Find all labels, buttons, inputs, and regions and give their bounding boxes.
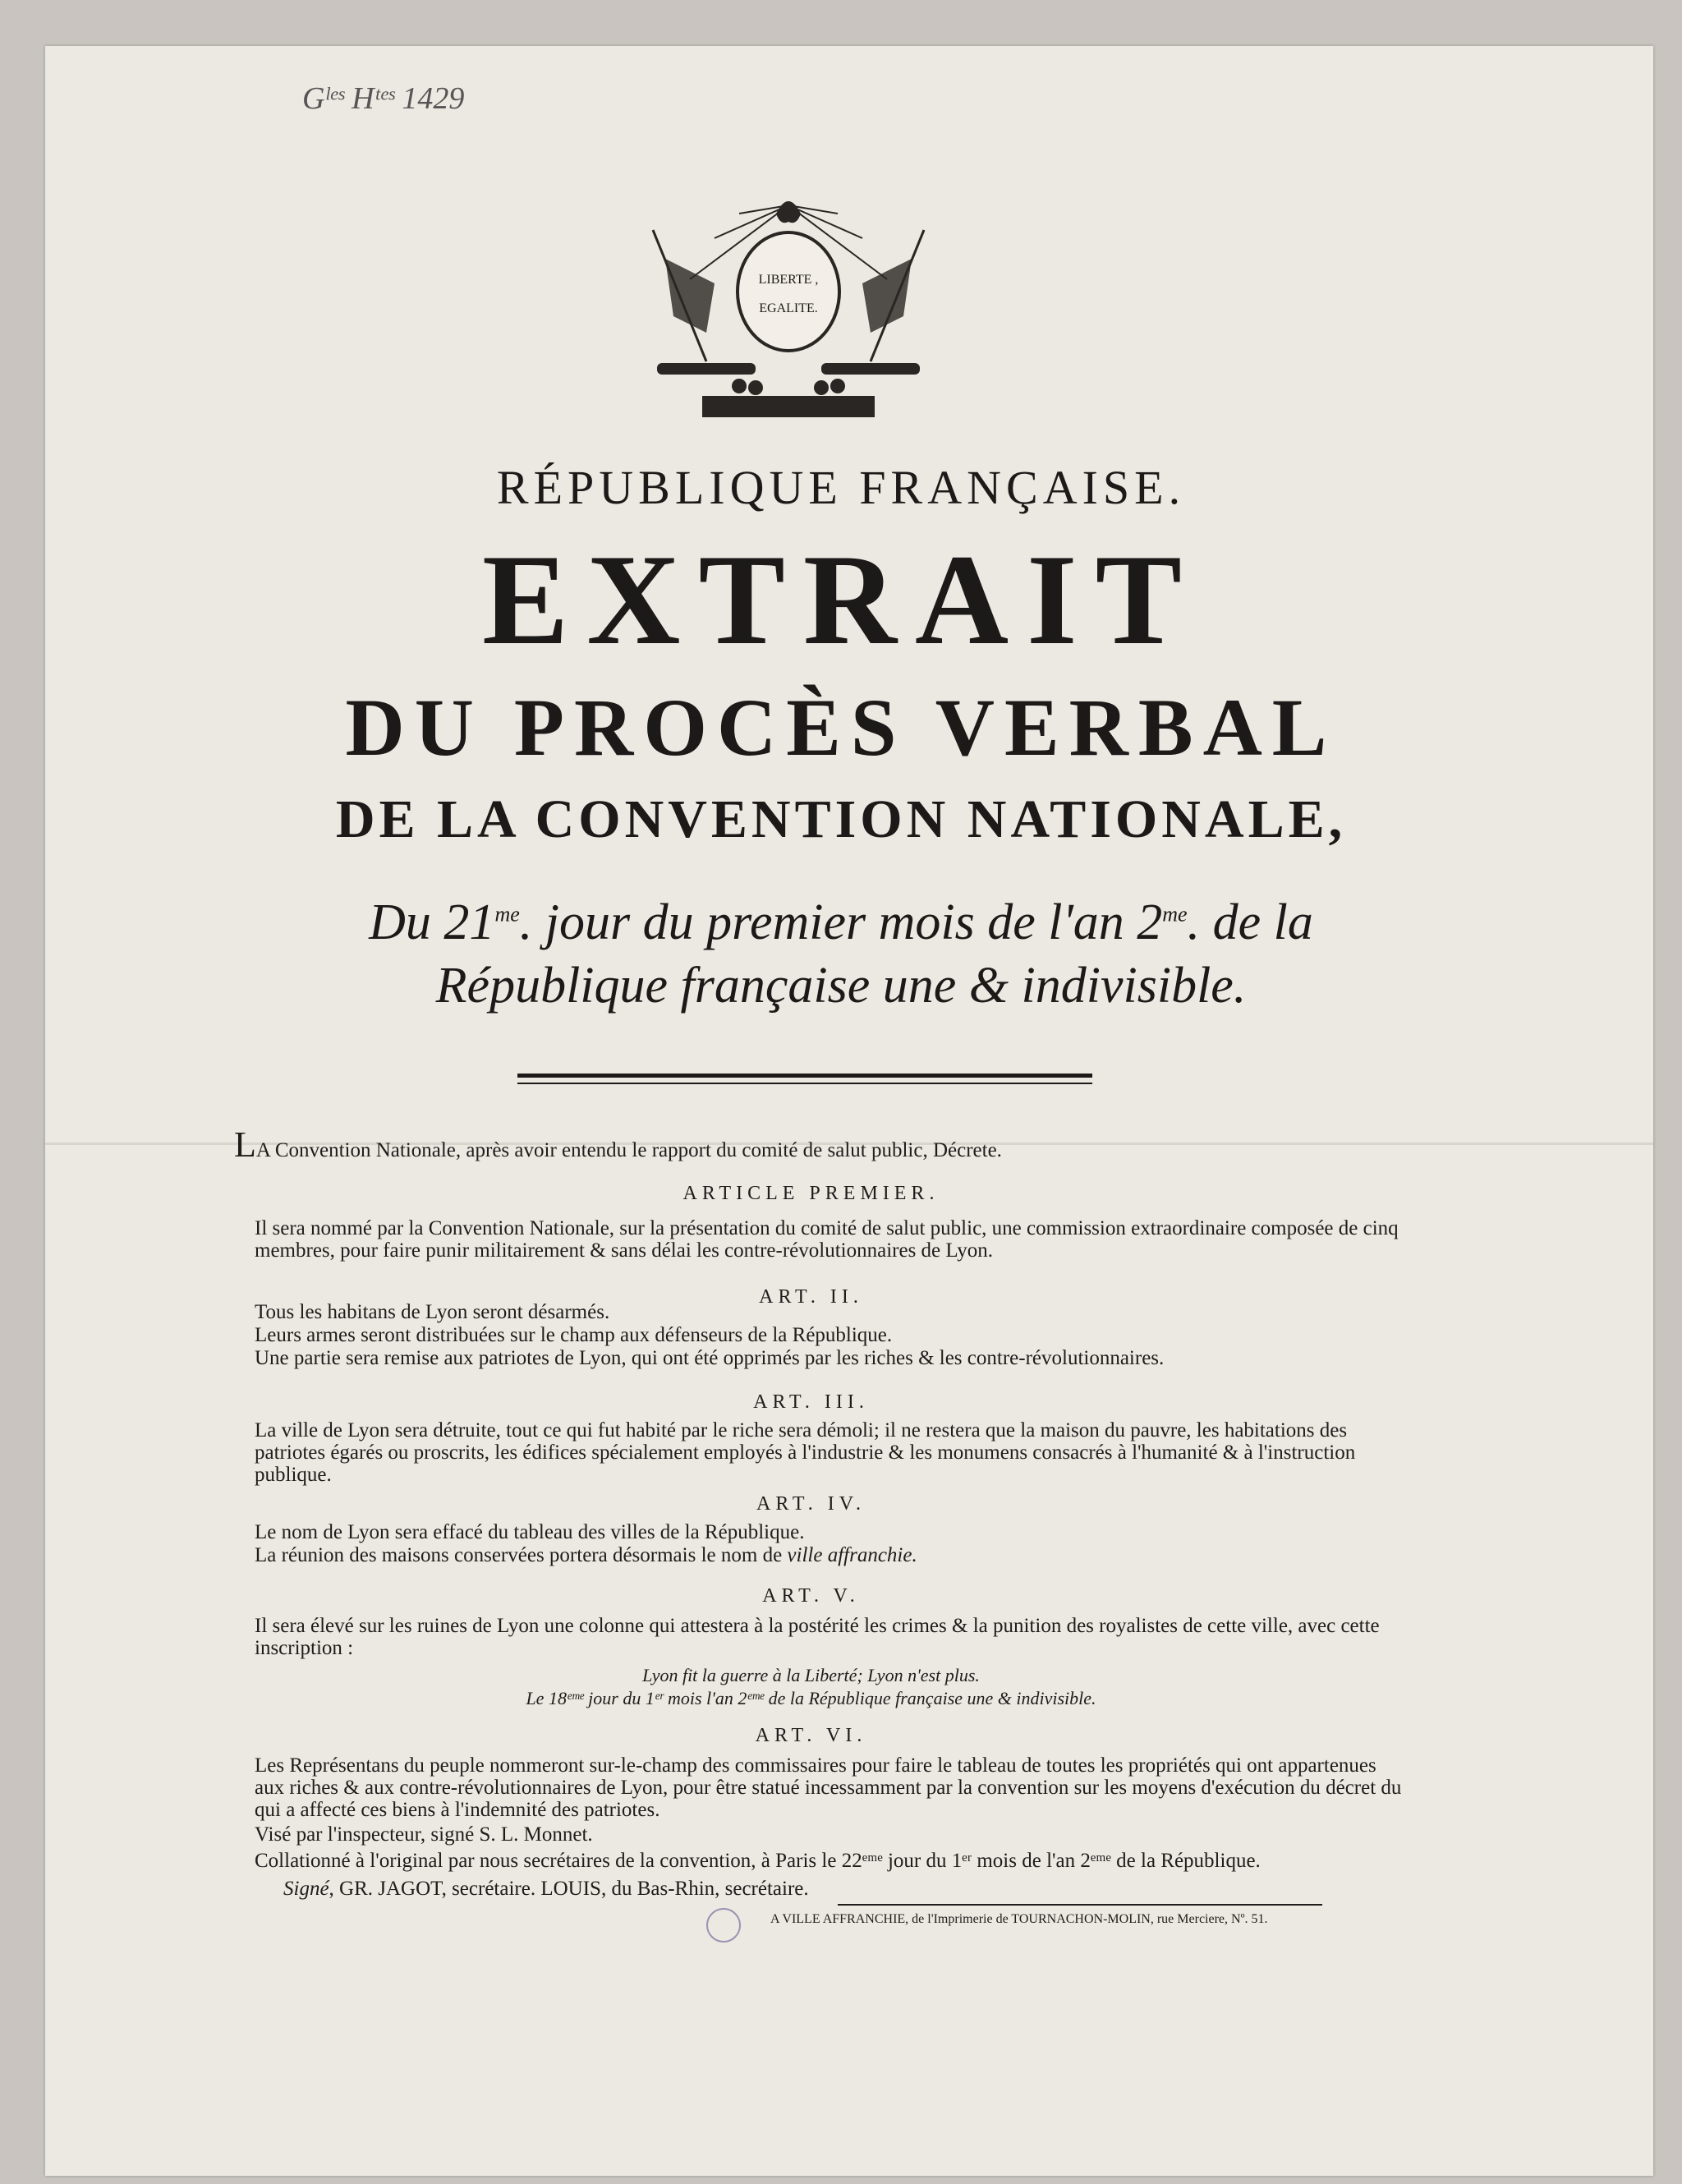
vise-line: Visé par l'inspecteur, signé S. L. Monnet. [255, 1823, 593, 1846]
svg-text:EGALITE.: EGALITE. [759, 301, 818, 315]
library-stamp-icon [706, 1908, 741, 1943]
article-4-heading: ART. IV. [756, 1493, 866, 1515]
article-2-line-3: Une partie sera remise aux patriotes de Lyon, qui ont été opprimés par les riches & les contre-révolutionnaires. [255, 1347, 1165, 1369]
article-5-text: Il sera élevé sur les ruines de Lyon une colonne qui attestera à la postérité les crimes & la punition des royalistes de cette ville, avec cette inscription : [255, 1615, 1380, 1659]
article-6-text: Les Représentans du peuple nommeront sur-le-champ des commissaires pour faire le tableau de toutes les propriétés qui ont appartenues aux riches & aux contre-révolutionnaires de Lyon, pour être statué incessamment par la convention sur les moyens d'exécution du décret du qui a affecté ces biens à l'indemnité des patriotes. [255, 1754, 1402, 1821]
article-4-line-1: Le nom de Lyon sera effacé du tableau des villes de la République. [255, 1521, 805, 1543]
article-1-text: Il sera nommé par la Convention Nationale, sur la présentation du comité de salut public, une commission extraordinaire composée de cinq membres, pour faire punir militairement & sans délai les contre-révolutionnaires de Lyon. [255, 1217, 1399, 1262]
article-5-heading: ART. V. [762, 1585, 860, 1607]
double-rule-thick [517, 1074, 1092, 1078]
inscription-line-2: Le 18ᵉᵐᵉ jour du 1ᵉʳ mois l'an 2ᵉᵐᵉ de la République française une & indivisible. [526, 1688, 1096, 1708]
republique-heading: RÉPUBLIQUE FRANÇAISE. [496, 461, 1186, 514]
printer-imprint: A VILLE AFFRANCHIE, de l'Imprimerie de TOURNACHON-MOLIN, rue Merciere, Nº. 51. [770, 1912, 1268, 1926]
revolutionary-vignette-icon [616, 181, 961, 427]
date-line-2: République française une & indivisible. [435, 958, 1247, 1014]
article-2-heading: ART. II. [759, 1286, 863, 1308]
convention-title: DE LA CONVENTION NATIONALE, [335, 789, 1347, 849]
proces-verbal-title: DU PROCÈS VERBAL [345, 682, 1337, 773]
article-3-heading: ART. III. [753, 1391, 869, 1413]
inscription-line-1: Lyon fit la guerre à la Liberté; Lyon n'est plus. [642, 1665, 980, 1685]
imprint-rule [838, 1904, 1322, 1906]
collation-line: Collationné à l'original par nous secrétaires de la convention, à Paris le 22ᵉᵐᵉ jour du 1ᵉʳ mois de l'an 2ᵉᵐᵉ de la République. [255, 1850, 1261, 1872]
article-4-line-2: La réunion des maisons conservées portera désormais le nom de ville affranchie. [255, 1544, 917, 1566]
date-line-1: Du $21^{me}$. jour du premier mois de l'an $2^{me}$. de la [369, 894, 1313, 950]
article-1-heading: ARTICLE PREMIER. [682, 1183, 940, 1204]
article-3-text: La ville de Lyon sera détruite, tout ce qui fut habité par le riche sera démoli; il ne restera que la maison du pauvre, les habitations des patriotes égarés ou proscrits, les édifices spécialement employés à l'industrie & les monumens consacrés à l'humanité & à l'instruction publique. [255, 1419, 1356, 1486]
manuscript-note: Gˡᵉˢ Hᵗᵉˢ 1429 [302, 81, 465, 116]
intro: LA Convention Nationale, après avoir entendu le rapport du comité de salut public, Décrete. [234, 1124, 1002, 1165]
signatures-line: Signé, GR. JAGOT, secrétaire. LOUIS, du Bas-Rhin, secrétaire. [283, 1878, 809, 1900]
extrait-title: EXTRAIT [482, 528, 1200, 672]
double-rule-thin [517, 1083, 1092, 1084]
article-2-line-2: Leurs armes seront distribuées sur le champ aux défenseurs de la République. [255, 1324, 893, 1346]
article-2-line-1: Tous les habitans de Lyon seront désarmés. [255, 1301, 610, 1323]
article-6-heading: ART. VI. [755, 1725, 867, 1746]
svg-text:LIBERTE ,: LIBERTE , [758, 273, 819, 287]
